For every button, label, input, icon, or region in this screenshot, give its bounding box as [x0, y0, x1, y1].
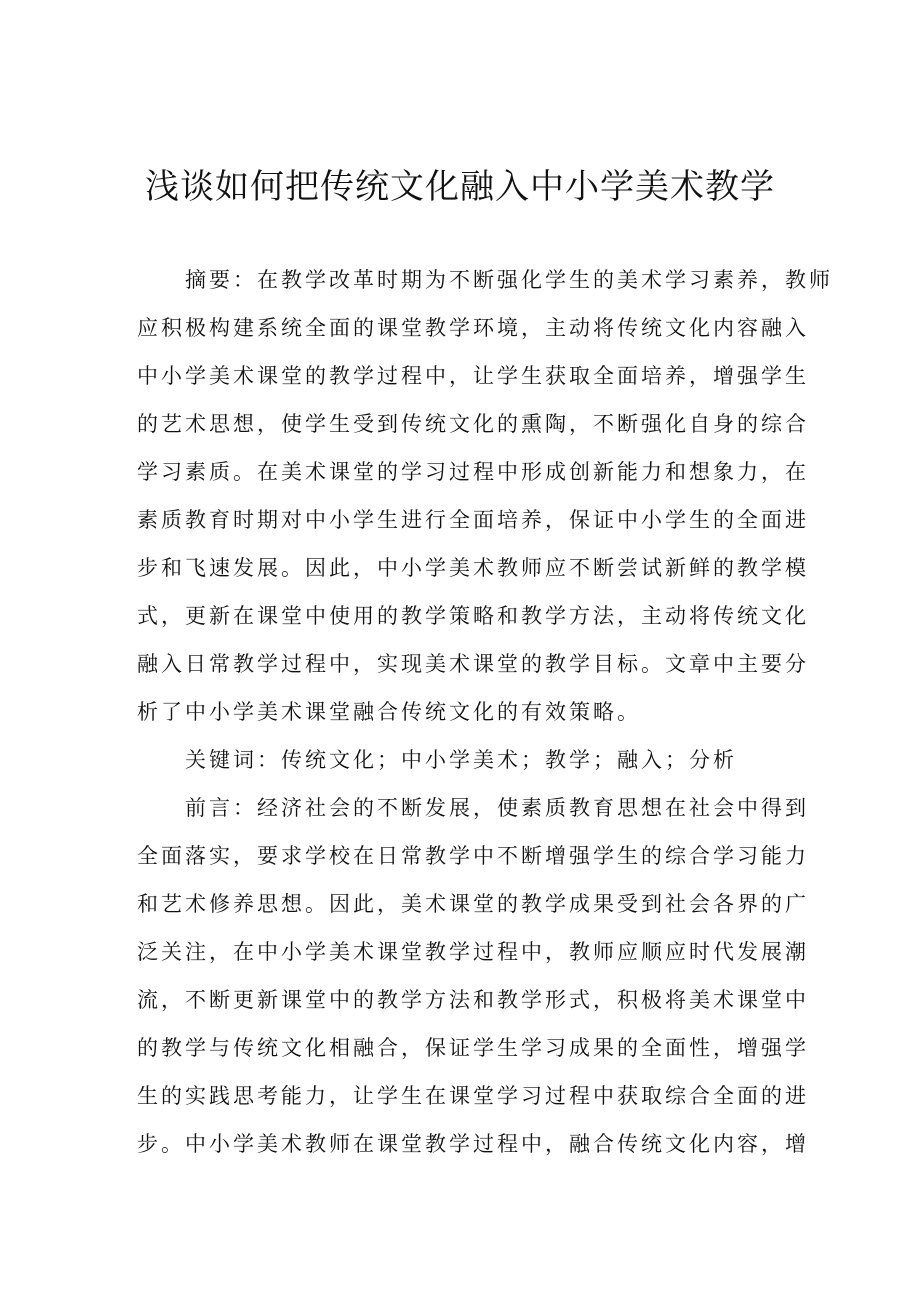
- preface-line: 生的实践思考能力，让学生在课堂学习过程中获取综合全面的进: [137, 1084, 809, 1108]
- preface-line: 全面落实，要求学校在日常教学中不断增强学生的综合学习能力: [137, 844, 809, 868]
- preface-line: 步。中小学美术教师在课堂教学过程中，融合传统文化内容，增: [137, 1132, 809, 1156]
- preface-line: 流，不断更新课堂中的教学方法和教学形式，积极将美术课堂中: [137, 988, 809, 1012]
- abstract-line: 素质教育时期对中小学生进行全面培养，保证中小学生的全面进: [137, 508, 809, 532]
- preface-line: 的教学与传统文化相融合，保证学生学习成果的全面性，增强学: [137, 1036, 809, 1060]
- keywords-line: 关键词：传统文化；中小学美术；教学；融入；分析: [185, 748, 737, 772]
- abstract-line: 学习素质。在美术课堂的学习过程中形成创新能力和想象力，在: [137, 460, 809, 484]
- abstract-line: 中小学美术课堂的教学过程中，让学生获取全面培养，增强学生: [137, 364, 809, 388]
- abstract-line: 的艺术思想，使学生受到传统文化的熏陶，不断强化自身的综合: [137, 412, 809, 436]
- preface-line: 泛关注，在中小学美术课堂教学过程中，教师应顺应时代发展潮: [137, 940, 809, 964]
- abstract-line: 应积极构建系统全面的课堂教学环境，主动将传统文化内容融入: [137, 316, 809, 340]
- abstract-line: 式，更新在课堂中使用的教学策略和教学方法，主动将传统文化: [137, 604, 809, 628]
- abstract-paragraph: [137, 262, 833, 742]
- document-title: 浅谈如何把传统文化融入中小学美术教学: [145, 167, 775, 207]
- preface-paragraph: [137, 790, 809, 1174]
- document-body: [137, 262, 833, 1174]
- abstract-line: 步和飞速发展。因此，中小学美术教师应不断尝试新鲜的教学模: [137, 556, 809, 580]
- preface-line: 和艺术修养思想。因此，美术课堂的教学成果受到社会各界的广: [137, 892, 809, 916]
- abstract-line: 析了中小学美术课堂融合传统文化的有效策略。: [137, 700, 641, 724]
- abstract-line: 摘要：在教学改革时期为不断强化学生的美术学习素养，教师: [185, 268, 833, 292]
- preface-line: 前言：经济社会的不断发展，使素质教育思想在社会中得到: [185, 796, 809, 820]
- abstract-line: 融入日常教学过程中，实现美术课堂的教学目标。文章中主要分: [137, 652, 809, 676]
